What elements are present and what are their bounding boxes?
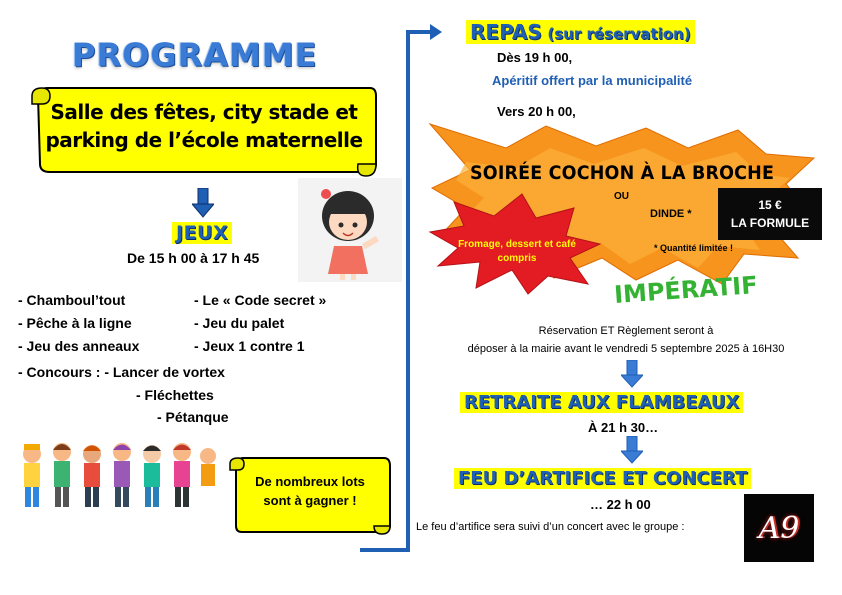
venue-text — [44, 98, 364, 154]
down-arrow-icon — [621, 360, 643, 388]
lots-line-2: sont à gagner ! — [263, 493, 357, 508]
lots-text — [240, 472, 380, 510]
dinde-text: DINDE * — [650, 208, 692, 220]
lots-line-1: De nombreux lots — [255, 474, 365, 489]
venue-line-1: Salle des fêtes, city stade et — [50, 100, 358, 124]
imperatif-text: IMPÉRATIF — [613, 271, 759, 309]
down-arrow-icon — [621, 436, 643, 464]
retraite-title: RETRAITE AUX FLAMBEAUX — [460, 392, 743, 413]
price-label: LA FORMULE — [730, 216, 810, 230]
activity-item: - Jeu des anneaux — [18, 338, 140, 354]
activity-item: - Jeux 1 contre 1 — [194, 338, 305, 354]
activity-item: - Jeu du palet — [194, 315, 285, 331]
feu-title: FEU D’ARTIFICE ET CONCERT — [454, 468, 751, 489]
feu-time: … 22 h 00 — [590, 497, 651, 512]
soiree-title: SOIRÉE COCHON À LA BROCHE — [470, 162, 775, 184]
down-arrow-icon — [192, 188, 214, 218]
girl-illustration — [298, 178, 402, 282]
jeux-time: De 15 h 00 à 17 h 45 — [127, 250, 260, 266]
time-20: Vers 20 h 00, — [497, 104, 576, 119]
activity-item: - Chamboul’tout — [18, 292, 126, 308]
kids-illustration — [10, 436, 218, 516]
starburst-line-1: Fromage, dessert et café — [458, 239, 576, 250]
activity-item: - Pêche à la ligne — [18, 315, 132, 331]
reservation-line-2: déposer à la mairie avant le vendredi 5 septembre 2025 à 16H30 — [467, 343, 785, 355]
activities-col-2 — [194, 292, 326, 361]
reservation-line-1: Réservation ET Règlement seront à — [538, 325, 714, 337]
retraite-time: À 21 h 30… — [588, 420, 659, 435]
activities-col-1 — [18, 292, 139, 361]
band-logo-text: A9 — [758, 510, 800, 546]
aperitif-text: Apéritif offert par la municipalité — [492, 73, 693, 88]
concours-item: - Fléchettes — [136, 387, 214, 403]
reservation-text — [430, 322, 822, 358]
band-logo — [744, 494, 814, 562]
concert-text: Le feu d’artifice sera suivi d’un concert avec le groupe : — [416, 521, 685, 533]
jeux-title: JEUX — [172, 222, 232, 244]
starburst-line-2: compris — [497, 253, 537, 264]
time-19: Dès 19 h 00, — [497, 50, 573, 65]
page-title: PROGRAMME — [72, 36, 318, 74]
repas-heading — [466, 20, 695, 44]
price-badge — [718, 188, 822, 240]
ou-text: OU — [614, 191, 629, 202]
concours-line: - Concours : - Lancer de vortex — [18, 364, 225, 380]
quantity-note: * Quantité limitée ! — [654, 243, 734, 253]
repas-title: REPAS — [470, 20, 542, 44]
starburst-text — [448, 238, 586, 266]
concours-item: - Pétanque — [157, 409, 229, 425]
price-amount: 15 € — [758, 198, 782, 212]
repas-note: (sur réservation) — [547, 25, 691, 43]
venue-line-2: parking de l’école maternelle — [45, 128, 363, 152]
activity-item: - Le « Code secret » — [194, 292, 327, 308]
